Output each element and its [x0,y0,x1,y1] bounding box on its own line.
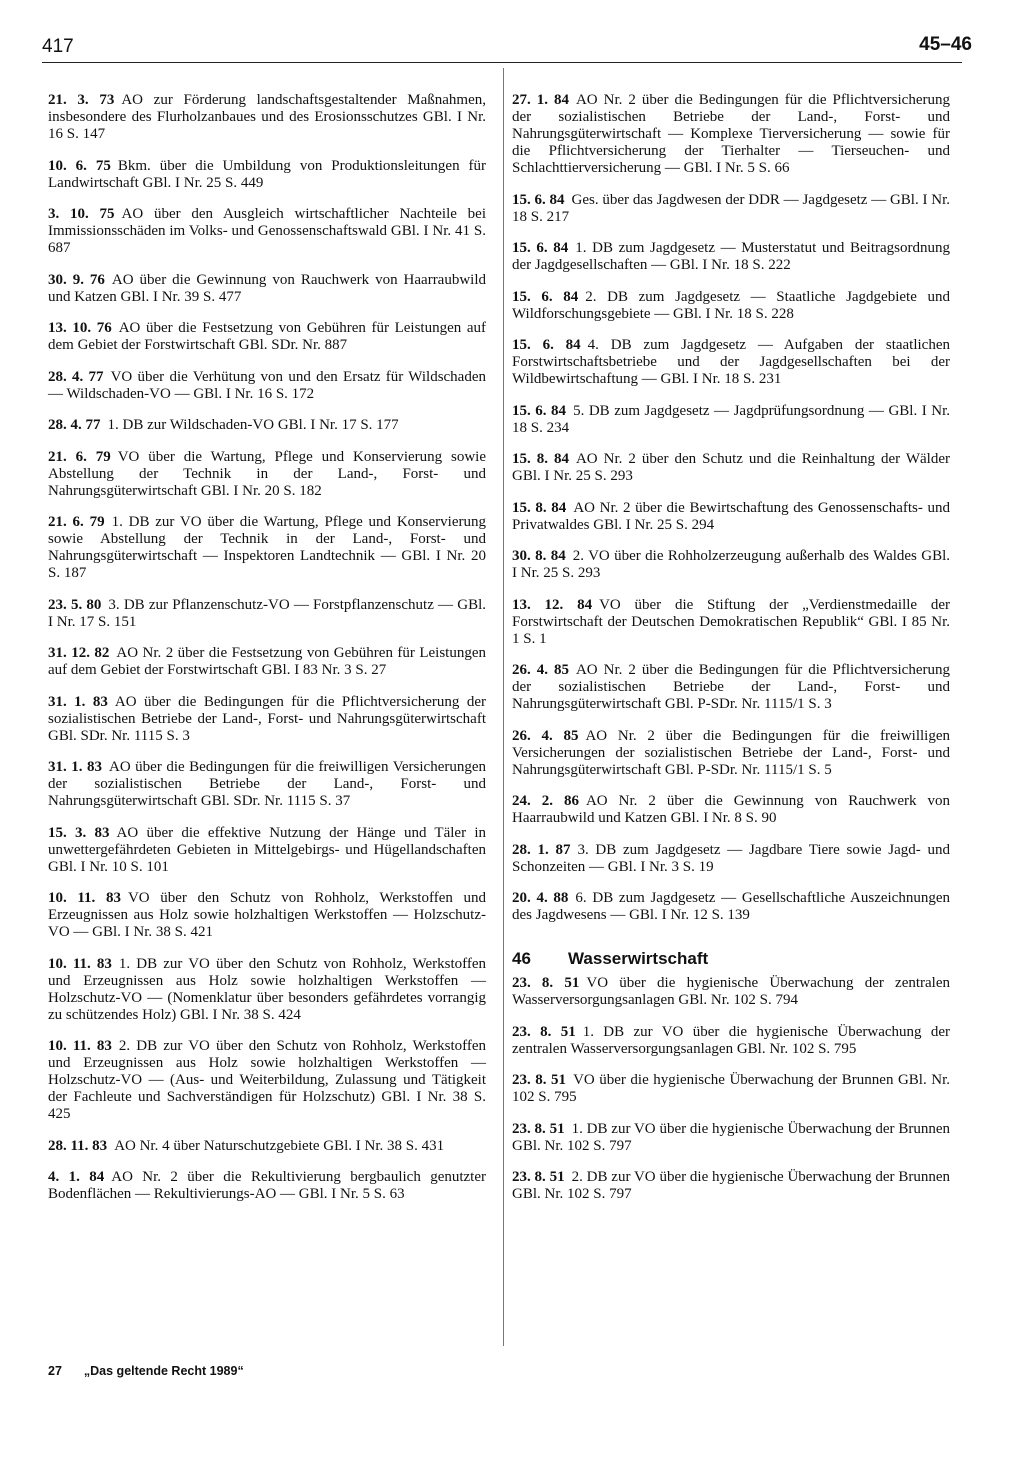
law-entry [48,92,486,143]
law-entry [512,1121,950,1155]
entry-date: 24. 2. 86 [512,793,579,809]
entry-text: AO über den Ausgleich wirtschaftlicher Nachteile bei Immissionsschäden im Volks- und Genossenschaftswald GBl. I Nr. 41 S. 687 [48,206,486,256]
entry-date: 15. 6. 84 [512,288,579,305]
entry-date: 26. 4. 85 [512,727,579,744]
law-entry [48,449,486,500]
entry-text: Ges. über das Jagdwesen der DDR — Jagdgesetz — GBl. I Nr. 18 S. 217 [512,191,950,225]
column-divider [503,68,504,1346]
entry-text: 5. DB zum Jagdgesetz — Jagdprüfungsordnung — GBl. I Nr. 18 S. 234 [512,402,950,436]
footer [48,1364,244,1378]
entry-date: 13. 12. 84 [512,596,593,613]
law-entry [512,337,950,388]
entry-date: 28. 4. 77 [48,417,101,433]
entry-date: 20. 4. 88 [512,890,569,906]
law-entry [512,975,950,1009]
entry-date: 10. 11. 83 [48,955,112,972]
entry-text: VO über die Wartung, Pflege und Konservierung sowie Abstellung der Technik in der Land-, Forst- und Nahrungsgüterwirtschaft GBl. I Nr. 20 S. 182 [48,448,487,499]
entry-date: 15. 6. 84 [512,402,567,419]
entry-text: 4. DB zum Jagdgesetz — Aufgaben der staatlichen Forstwirtschaftsbetriebe und der Jagdgesellschaften bei der Wildbewirtschaftung — GBl. I Nr. 18 S. 231 [512,337,950,387]
section-range: 45–46 [919,34,972,55]
entry-date: 23. 8. 51 [512,1023,576,1040]
entry-date: 28. 4. 77 [48,368,104,385]
law-entry [48,417,486,434]
entry-text: AO über die Bedingungen für die freiwilligen Versicherungen der sozialistischen Betriebe der Land-, Forst- und Nahrungsgüterwirtschaft GBl. SDr. Nr. 1115 S. 37 [48,759,486,809]
entry-text: 1. DB zur Wildschaden-VO GBl. I Nr. 17 S. 177 [107,417,399,433]
entry-date: 3. 10. 75 [48,206,115,222]
footer-title: „Das geltende Recht 1989“ [83,1364,244,1378]
right-column [512,92,950,1218]
entry-text: VO über die hygienische Überwachung der Brunnen GBl. Nr. 102 S. 795 [512,1072,950,1105]
law-entry [512,1072,950,1106]
entry-text: 2. DB zur VO über die hygienische Überwachung der Brunnen GBl. Nr. 102 S. 797 [512,1169,951,1202]
entry-date: 15. 6. 84 [512,191,565,208]
entry-date: 15. 6. 84 [512,337,581,353]
entry-text: 3. DB zum Jagdgesetz — Jagdbare Tiere sowie Jagd- und Schonzeiten — GBl. I Nr. 3 S. 19 [512,841,950,875]
entry-date: 28. 1. 87 [512,841,571,858]
entry-date: 27. 1. 84 [512,92,569,108]
right-entries [512,92,950,924]
entry-date: 28. 11. 83 [48,1137,108,1154]
law-entry [512,728,950,779]
law-entry [512,289,950,323]
entry-date: 26. 4. 85 [512,662,569,678]
entry-text: 3. DB zur Pflanzenschutz-VO — Forstpflanzenschutz — GBl. I Nr. 17 S. 151 [48,596,486,630]
left-column [48,92,486,1218]
entry-date: 10. 11. 83 [48,890,121,906]
law-entry [48,514,486,582]
law-entry [512,597,950,648]
entry-text: VO über den Schutz von Rohholz, Werkstoffen und Erzeugnissen aus Holz sowie holzhaltigen Werkstoffen — Holzschutz-VO — GBl. I Nr. 38 S. 421 [48,890,486,940]
entry-text: Bkm. über die Umbildung von Produktionsleitungen für Landwirtschaft GBl. I Nr. 25 S. 449 [48,157,486,191]
law-entry [48,1038,486,1123]
law-entry [48,759,486,810]
entry-date: 31. 12. 82 [48,645,110,661]
law-entry [512,92,950,177]
entry-text: 2. DB zum Jagdgesetz — Staatliche Jagdgebiete und Wildforschungsgebiete — GBl. I Nr. 18 S. 228 [512,288,950,322]
entry-text: 1. DB zur VO über den Schutz von Rohholz, Werkstoffen und Erzeugnissen aus Holz sowie holzhaltigen Werkstoffen — Holzschutz-VO — (Nomenklatur über besonders gefährdetes vorrangig zu schützendes Holz) GBl. I Nr. 38 S. 424 [48,955,486,1023]
law-entry [512,842,950,876]
entry-text: 1. DB zum Jagdgesetz — Musterstatut und Beitragsordnung der Jagdgesellschaften — GBl. I Nr. 18 S. 222 [512,240,950,273]
law-entry [48,890,486,941]
entry-text: AO Nr. 2 über die Bedingungen für die freiwilligen Versicherungen der sozialistischen Betriebe der Land-, Forst- und Nahrungsgüterwirtschaft GBl. P-SDr. Nr. 1115/1 S. 5 [512,727,951,778]
law-entry [48,158,486,192]
entry-date: 23. 8. 51 [512,1169,565,1185]
section-title: Wasserwirtschaft [568,949,709,968]
law-entry [48,597,486,631]
law-entry [48,369,486,403]
entry-date: 10. 11. 83 [48,1038,112,1054]
entry-text: VO über die Verhütung von und den Ersatz für Wildschaden — Wildschaden-VO — GBl. I Nr. 16 S. 172 [48,368,487,402]
entry-text: 1. DB zur VO über die Wartung, Pflege und Konservierung sowie Abstellung der Technik in der Land-, Forst- und Nahrungsgüterwirtschaft — Inspektoren Landtechnik — GBl. I Nr. 20 S. 187 [48,514,486,581]
law-entry [512,1024,950,1058]
entry-date: 31. 1. 83 [48,693,108,710]
law-entry [512,500,950,534]
entry-text: 6. DB zum Jagdgesetz — Gesellschaftliche Auszeichnungen des Jagdwesens — GBl. I Nr. 12 S. 139 [512,890,950,923]
entry-text: VO über die hygienische Überwachung der zentralen Wasserversorgungsanlagen GBl. Nr. 102 S. 794 [512,975,951,1008]
entry-date: 21. 6. 79 [48,514,105,530]
law-entry [48,1138,486,1155]
law-entry [48,645,486,679]
entry-date: 31. 1. 83 [48,759,103,775]
law-entry [512,548,950,582]
entry-text: AO Nr. 2 über die Bedingungen für die Pflichtversicherung der sozialistischen Betriebe der Land-, Forst- und Nahrungsgüterwirtschaft GBl. P-SDr. Nr. 1115/1 S. 3 [512,662,950,712]
entry-text: AO zur Förderung landschaftsgestaltender Maßnahmen, insbesondere des Flurholzanbaues und des Erosionsschutzes GBl. I Nr. 16 S. 147 [48,92,487,142]
law-entry [512,451,950,485]
page-number: 417 [42,36,74,57]
entry-date: 15. 8. 84 [512,451,569,467]
entry-text: 2. DB zur VO über den Schutz von Rohholz, Werkstoffen und Erzeugnissen aus Holz sowie holzhaltigen Werkstoffen — Holzschutz-VO — (Aus- und Weiterbildung, Zulassung und Tätigkeit der Fachleute und Sachverständigen für Holzschutz) GBl. I Nr. 38 S. 425 [48,1038,486,1122]
entry-date: 30. 9. 76 [48,271,105,288]
law-entry [512,793,950,827]
section-entries [512,975,950,1203]
entry-text: AO Nr. 2 über die Bedingungen für die Pflichtversicherung der sozialistischen Betriebe der Land-, Forst- und Nahrungsgüterwirtschaft — Komplexe Tierversicherung — sowie für die Pflichtversicherung der Tierhalter — Tierseuchen- und Schlachttierversicherung — GBl. I Nr. 5 S. 66 [512,92,950,176]
law-entry [48,320,486,354]
law-entry [512,403,950,437]
entry-text: AO Nr. 2 über die Bewirtschaftung des Genossenschafts- und Privatwaldes GBl. I Nr. 25 S. 294 [512,499,951,533]
section-number: 46 [512,949,531,968]
entry-date: 30. 8. 84 [512,548,566,564]
law-entry [48,272,486,306]
entry-text: 1. DB zur VO über die hygienische Überwachung der zentralen Wasserversorgungsanlagen GBl. Nr. 102 S. 795 [512,1023,951,1057]
entry-date: 23. 8. 51 [512,975,580,991]
law-entry [48,1169,486,1203]
law-entry [512,662,950,713]
entry-date: 23. 8. 51 [512,1120,565,1137]
entry-text: AO Nr. 4 über Naturschutzgebiete GBl. I Nr. 38 S. 431 [114,1137,445,1154]
law-entry [48,694,486,745]
footer-number: 27 [48,1364,62,1378]
entry-date: 15. 3. 83 [48,824,110,841]
entry-date: 23. 5. 80 [48,596,102,613]
law-entry [512,240,950,274]
entry-date: 10. 6. 75 [48,157,111,174]
entry-date: 21. 3. 73 [48,92,115,108]
entry-text: AO über die Festsetzung von Gebühren für Leistungen auf dem Gebiet der Forstwirtschaft GBl. SDr. Nr. 887 [48,320,486,353]
entry-text: 1. DB zur VO über die hygienische Überwachung der Brunnen GBl. Nr. 102 S. 797 [512,1120,951,1154]
law-entry [512,1169,950,1203]
entry-text: AO über die Gewinnung von Rauchwerk von Haarraubwild und Katzen GBl. I Nr. 39 S. 477 [48,271,487,305]
law-entry [48,956,486,1024]
entry-text: AO Nr. 2 über die Festsetzung von Gebühren für Leistungen auf dem Gebiet der Forstwirtschaft GBl. I 83 Nr. 3 S. 27 [48,645,486,678]
law-entry [512,890,950,924]
entry-date: 21. 6. 79 [48,448,111,465]
entry-text: AO Nr. 2 über die Rekultivierung bergbaulich genutzter Bodenflächen — Rekultivierungs-AO — GBl. I Nr. 5 S. 63 [48,1169,487,1202]
entry-date: 4. 1. 84 [48,1169,105,1185]
entry-text: AO Nr. 2 über die Gewinnung von Rauchwerk von Haarraubwild und Katzen GBl. I Nr. 8 S. 90 [512,793,950,826]
entry-text: AO Nr. 2 über den Schutz und die Reinhaltung der Wälder GBl. I Nr. 25 S. 293 [512,451,951,484]
entry-date: 15. 6. 84 [512,240,569,256]
entry-text: AO über die Bedingungen für die Pflichtversicherung der sozialistischen Betriebe der Land-, Forst- und Nahrungsgüterwirtschaft GBl. SDr. Nr. 1115 S. 3 [48,693,486,744]
entry-date: 13. 10. 76 [48,320,112,336]
entry-text: AO über die effektive Nutzung der Hänge und Täler in unwettergefährdeten Gebieten in Mittelgebirgs- und Hügellandschaften GBl. I Nr. 10 S. 101 [48,824,486,875]
entry-text: VO über die Stiftung der „Verdienstmedaille der Forstwirtschaft der Deutschen Demokratischen Republik“ GBl. I 85 Nr. 1 S. 1 [512,596,950,647]
section-heading [512,950,950,967]
law-entry [512,192,950,226]
law-entry [48,206,486,257]
entry-date: 23. 8. 51 [512,1072,567,1088]
header-rule [42,62,962,63]
entry-date: 15. 8. 84 [512,499,567,516]
law-entry [48,825,486,876]
entry-text: 2. VO über die Rohholzerzeugung außerhalb des Waldes GBl. I Nr. 25 S. 293 [512,548,951,581]
